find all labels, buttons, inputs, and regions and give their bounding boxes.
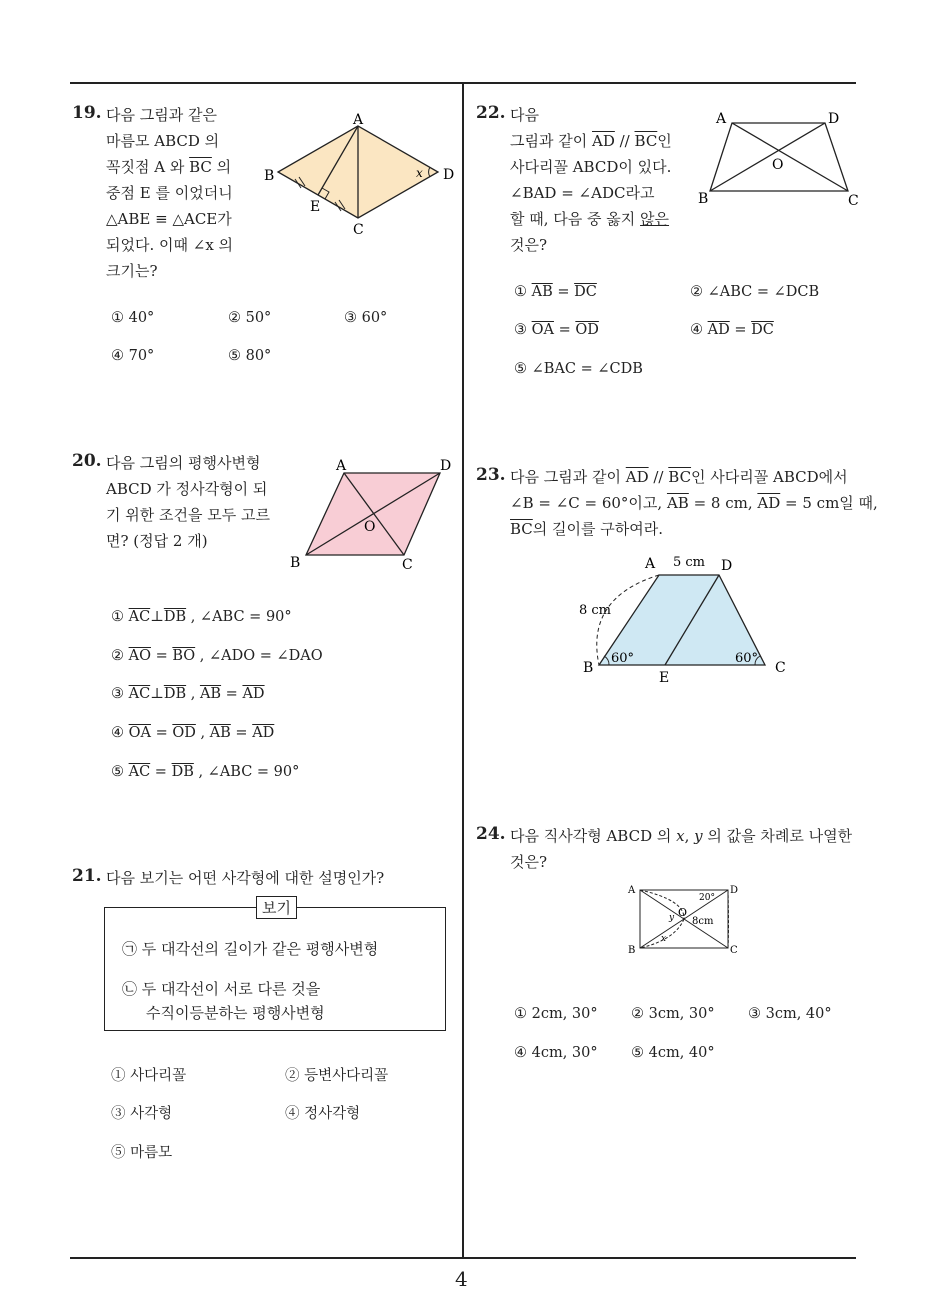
q24-option[interactable]: ② 3cm, 30° — [631, 1006, 715, 1022]
q22-diagonal-ac — [732, 123, 848, 191]
q20-label-o: O — [364, 519, 376, 535]
q24-label-y: y — [669, 913, 675, 923]
q24-option[interactable]: ⑤ 4cm, 40° — [631, 1045, 715, 1061]
q21-option[interactable]: ⑤ 마름모 — [111, 1145, 173, 1161]
q22-line: ∠BAD = ∠ADC라고 — [510, 184, 655, 202]
q19-line: 꼭짓점 A 와 $\overline{BC}$ 의 — [106, 158, 232, 176]
q24-option[interactable]: ④ 4cm, 30° — [514, 1045, 598, 1061]
q22-line: 사다리꼴 ABCD이 있다. — [510, 158, 672, 176]
q23-label-angle-b: 60° — [611, 651, 635, 666]
q19-label-e: E — [310, 199, 321, 215]
q23-label-a: A — [645, 556, 656, 572]
q24-label-a: A — [628, 885, 636, 896]
q22-option[interactable]: ④ $\overline{AD} = \overline{DC}$ — [690, 322, 774, 338]
q24-label-length: 8cm — [692, 916, 714, 927]
q19-option[interactable]: ③ 60° — [344, 310, 388, 326]
column-divider — [462, 82, 464, 1259]
q23-label-c: C — [775, 660, 786, 676]
q21-option[interactable]: ① 사다리꼴 — [111, 1068, 187, 1084]
q21-option[interactable]: ④ 정사각형 — [285, 1106, 361, 1122]
q22-line: 할 때, 다음 중 옳지 않은 — [510, 210, 670, 228]
q19-number: 19. — [72, 103, 102, 123]
q22-diagonal-bd — [710, 123, 825, 191]
q19-option[interactable]: ① 40° — [111, 310, 155, 326]
q23-label-e: E — [659, 670, 670, 686]
q24-label-angle: 20° — [699, 893, 715, 903]
q19-label-d: D — [443, 167, 455, 183]
q20-parallelogram-figure — [284, 455, 464, 575]
q19-label-b: B — [264, 168, 275, 184]
q23-line: 다음 그림과 같이 $\overline{AD} // \overline{BC}$인 사다리꼴 ABCD에서 — [510, 468, 848, 486]
q19-line: △ABE ≡ △ACE가 — [106, 210, 232, 228]
q23-label-b: B — [583, 660, 594, 676]
q22-number: 22. — [476, 103, 506, 123]
q20-label-c: C — [402, 557, 413, 573]
q19-line: 마름모 ABCD 의 — [106, 132, 220, 150]
q19-label-c: C — [353, 222, 364, 238]
q19-label-x: x — [416, 166, 423, 180]
q22-line: 것은? — [510, 236, 548, 254]
q20-option[interactable]: ② $\overline{AO} = \overline{BO}$ , ∠ADO = ∠DAO — [111, 648, 323, 664]
q21-option[interactable]: ③ 사각형 — [111, 1106, 173, 1122]
q22-label-c: C — [848, 193, 859, 209]
q24-label-b: B — [628, 945, 636, 956]
q20-line: 기 위한 조건을 모두 고르 — [106, 506, 270, 524]
q24-label-d: D — [730, 885, 739, 896]
q21-item-1: ㉠ 두 대각선의 길이가 같은 평행사변형 — [122, 940, 379, 958]
q20-line: 면? (정답 2 개) — [106, 532, 208, 550]
q20-label-d: D — [440, 458, 452, 474]
q22-line: 다음 — [510, 106, 539, 124]
q21-item-2-cont: 수직이등분하는 평행사변형 — [146, 1004, 325, 1022]
q19-line: 중점 E 를 이었더니 — [106, 184, 233, 202]
q23-line: ∠B = ∠C = 60°이고, $\overline{AB} = 8$ cm, $\overline{AD} = 5$ cm일 때, — [510, 494, 878, 512]
q20-option[interactable]: ⑤ $\overline{AC} = \overline{DB}$ , ∠ABC = 90° — [111, 764, 300, 780]
q20-option[interactable]: ④ $\overline{OA} = \overline{OD}$ , $\overline{AB} = \overline{AD}$ — [111, 725, 275, 741]
q22-label-a: A — [716, 111, 727, 127]
q21-question: 다음 보기는 어떤 사각형에 대한 설명인가? — [106, 869, 385, 887]
q20-line: 다음 그림의 평행사변형 — [106, 454, 261, 472]
q20-label-a: A — [336, 458, 347, 474]
q24-label-o: O — [678, 906, 688, 919]
q19-line: 되었다. 이때 ∠x 의 — [106, 236, 234, 254]
q20-option[interactable]: ① $\overline{AC}\perp\overline{DB}$ , ∠ABC = 90° — [111, 609, 292, 625]
q22-line: 그림과 같이 $\overline{AD} // \overline{BC}$인 — [510, 132, 672, 150]
q20-label-b: B — [290, 555, 301, 571]
q22-label-d: D — [828, 111, 840, 127]
q24-option[interactable]: ③ 3cm, 40° — [748, 1006, 832, 1022]
q23-label-angle-c: 60° — [735, 651, 759, 666]
q19-option[interactable]: ④ 70° — [111, 348, 155, 364]
q22-option[interactable]: ① $\overline{AB} = \overline{DC}$ — [514, 284, 597, 300]
q23-label-ad: 5 cm — [673, 555, 706, 570]
q24-number: 24. — [476, 824, 506, 844]
q22-label-b: B — [698, 191, 709, 207]
q21-number: 21. — [72, 866, 102, 886]
q22-label-o: O — [772, 157, 784, 173]
page-number: 4 — [455, 1267, 468, 1291]
q23-line: $\overline{BC}$의 길이를 구하여라. — [510, 520, 664, 538]
q19-line: 크기는? — [106, 262, 158, 280]
q22-option[interactable]: ② ∠ABC = ∠DCB — [690, 284, 820, 300]
q23-trapezoid-figure — [575, 548, 795, 688]
q19-line: 다음 그림과 같은 — [106, 106, 217, 124]
q19-label-a: A — [353, 112, 364, 128]
q19-option[interactable]: ② 50° — [228, 310, 272, 326]
q21-option[interactable]: ② 등변사다리꼴 — [285, 1068, 389, 1084]
q23-label-ab: 8 cm — [579, 603, 612, 618]
q22-option[interactable]: ⑤ ∠BAC = ∠CDB — [514, 361, 643, 377]
q24-option[interactable]: ① 2cm, 30° — [514, 1006, 598, 1022]
q24-line: 다음 직사각형 ABCD 의 x, y 의 값을 차례로 나열한 — [510, 827, 853, 845]
q19-option[interactable]: ⑤ 80° — [228, 348, 272, 364]
q24-rectangle-figure — [625, 880, 745, 960]
q19-rhombus-figure — [258, 110, 458, 240]
q23-number: 23. — [476, 465, 506, 485]
q22-trapezoid-figure — [690, 105, 865, 215]
q22-option[interactable]: ③ $\overline{OA} = \overline{OD}$ — [514, 322, 599, 338]
q21-box-label: 보기 — [256, 896, 297, 919]
q24-line: 것은? — [510, 853, 548, 871]
q24-label-x: x — [661, 934, 667, 944]
q21-item-2: ㉡ 두 대각선이 서로 다른 것을 — [122, 980, 321, 998]
q23-label-d: D — [721, 558, 733, 574]
q20-option[interactable]: ③ $\overline{AC}\perp\overline{DB}$ , $\overline{AB} = \overline{AD}$ — [111, 686, 265, 702]
q20-number: 20. — [72, 451, 102, 471]
q24-label-c: C — [730, 945, 738, 956]
q20-line: ABCD 가 정사각형이 되 — [106, 480, 268, 498]
